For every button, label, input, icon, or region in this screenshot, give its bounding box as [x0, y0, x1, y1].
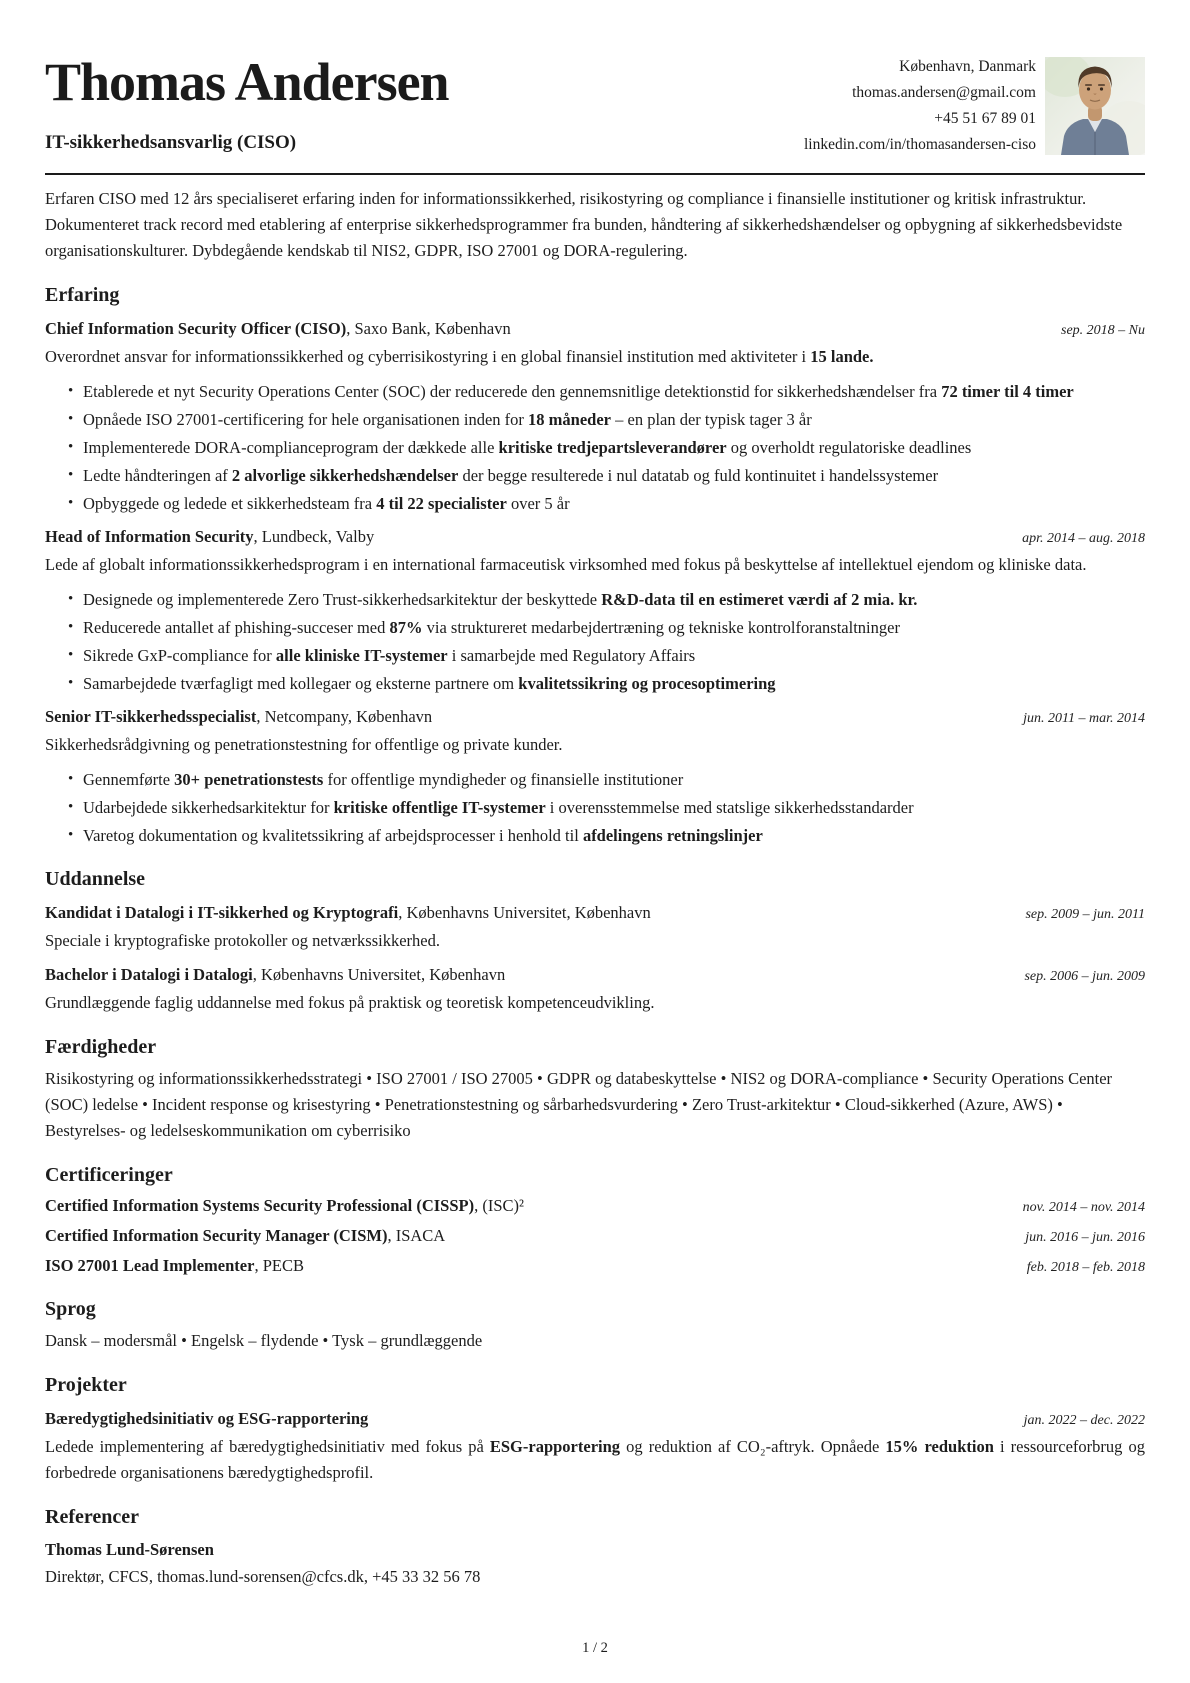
certification-title-line — [45, 1195, 524, 1217]
bullet-item: • Implementerede DORA-complianceprogram der dækkede alle kritiske tredjepartsleverandører og overholdt regulatoriske deadlines — [68, 435, 1145, 460]
project-title: Bæredygtighedsinitiativ og ESG-rapportering — [45, 1409, 369, 1428]
header-contact-block — [804, 52, 1145, 158]
bullet-item: • Samarbejdede tværfagligt med kollegaer og eksterne partnere om kvalitetssikring og procesoptimering — [68, 671, 1145, 696]
education-description: Grundlæggende faglig uddannelse med fokus på praktisk og teoretisk kompetenceudvikling. — [45, 993, 655, 1012]
degree-title: Bachelor i Datalogi i Datalogi — [45, 965, 253, 984]
certification-issuer: , (ISC)² — [474, 1196, 524, 1215]
project-dates: jan. 2022 – dec. 2022 — [1023, 1413, 1145, 1428]
page-number: 1 / 2 — [582, 1640, 608, 1656]
bullet-item: • Reducerede antallet af phishing-succeser med 87% via struktureret medarbejdertræning og tekniske kontrolforanstaltninger — [68, 615, 1145, 640]
certification-dates: nov. 2014 – nov. 2014 — [1022, 1200, 1145, 1215]
job-company: , Lundbeck, Valby — [253, 527, 375, 546]
profile-photo — [1045, 57, 1145, 155]
bullet-item: • Udarbejdede sikkerhedsarkitektur for kritiske offentlige IT-systemer i overensstemmelse med statslige sikkerhedsstandarder — [68, 795, 1145, 820]
education-description: Speciale i kryptografiske protokoller og netværkssikkerhed. — [45, 931, 440, 950]
section-heading-uddannelse: Uddannelse — [45, 868, 146, 890]
person-job-title: IT-sikkerhedsansvarlig (CISO) — [45, 132, 297, 153]
job-entry — [45, 318, 1145, 516]
job-dates: sep. 2018 – Nu — [1061, 323, 1145, 338]
certification-entry — [45, 1255, 1145, 1278]
bullet-item: • Varetog dokumentation og kvalitetssikring af arbejdsprocesser i henhold til afdelingens retningslinjer — [68, 823, 1145, 848]
bullet-item: • Ledte håndteringen af 2 alvorlige sikkerhedshændelser der begge resulterede i nul datatab og fuld kontinuitet i handelssystemer — [68, 463, 1145, 488]
job-title-line — [45, 706, 432, 728]
project-description: Ledede implementering af bæredygtighedsinitiativ med fokus på ESG-rapportering og reduktion af CO₂-aftryk. Opnåede 15% reduktion i ressourceforbrug og forbedrede organisationens bæredygtighedsprofil. — [45, 1437, 1146, 1482]
project-entry — [45, 1408, 1145, 1486]
job-title: Chief Information Security Officer (CISO) — [45, 319, 347, 338]
bullet-item: • Etablerede et nyt Security Operations Center (SOC) der reducerede den gennemsnitlige detektionstid for sikkerhedshændelser fra 72 timer til 4 timer — [68, 379, 1145, 404]
contact-location: København, Danmark — [899, 58, 1036, 75]
certification-entry — [45, 1195, 1145, 1218]
job-description: Overordnet ansvar for informationssikkerhed og cyberrisikostyring i en global finansiel institution med aktiviteter i 15 lande. — [45, 347, 874, 366]
certification-title-line — [45, 1225, 445, 1247]
section-heading-certificeringer: Certificeringer — [45, 1164, 173, 1186]
job-bullets — [45, 767, 1145, 848]
certification-name: Certified Information Systems Security Professional (CISSP) — [45, 1196, 475, 1215]
reference-name: Thomas Lund-Sørensen — [45, 1540, 214, 1559]
certification-title-line — [45, 1255, 304, 1277]
contact-linkedin: linkedin.com/in/thomasandersen-ciso — [803, 136, 1036, 153]
certification-dates: feb. 2018 – feb. 2018 — [1026, 1260, 1145, 1275]
degree-school: , Københavns Universitet, København — [252, 965, 506, 984]
person-name: Thomas Andersen — [45, 52, 449, 112]
contact-email: thomas.andersen@gmail.com — [852, 84, 1036, 101]
section-heading-referencer: Referencer — [45, 1506, 140, 1528]
job-bullets — [45, 379, 1145, 516]
degree-title: Kandidat i Datalogi i IT-sikkerhed og Kryptografi — [45, 903, 399, 922]
certification-dates: jun. 2016 – jun. 2016 — [1025, 1230, 1145, 1245]
certification-name: Certified Information Security Manager (CISM) — [45, 1226, 388, 1245]
certification-issuer: , PECB — [254, 1256, 304, 1275]
header-identity — [45, 52, 449, 154]
header-divider — [45, 173, 1145, 175]
bullet-item: • Opbyggede og ledede et sikkerhedsteam fra 4 til 22 specialister over 5 år — [68, 491, 1145, 516]
certification-issuer: , ISACA — [387, 1226, 446, 1245]
skills-list: Risikostyring og informationssikkerhedsstrategi • ISO 27001 / ISO 27005 • GDPR og databeskyttelse • NIS2 og DORA-compliance • Security Operations Center (SOC) ledelse • Incident response og krisestyring • Penetrationstestning og sårbarhedsvurdering • Zero Trust-arkitektur • Cloud-sikkerhed (Azure, AWS) • Bestyrelses- og ledelseskommunikation om cyberrisiko — [45, 1069, 1113, 1140]
bullet-item: • Designede og implementerede Zero Trust-sikkerhedsarkitektur der beskyttede R&D-data til en estimeret værdi af 2 mia. kr. — [68, 587, 1145, 612]
job-entry — [45, 706, 1145, 848]
job-company: , Netcompany, København — [256, 707, 433, 726]
bullet-item: • Opnåede ISO 27001-certificering for hele organisationen inden for 18 måneder – en plan der typisk tager 3 år — [68, 407, 1145, 432]
section-heading-projekter: Projekter — [45, 1374, 127, 1396]
bullet-item: • Sikrede GxP-compliance for alle kliniske IT-systemer i samarbejde med Regulatory Affairs — [68, 643, 1145, 668]
summary-text: Erfaren CISO med 12 års specialiseret erfaring inden for informationssikkerhed, risikostyring og compliance i finansielle institutioner og kritisk infrastruktur. Dokumenteret track record med etablering af enterprise sikkerhedsprogrammer fra bunden, håndtering af sikkerhedshændelser og opbygning af sikkerhedsbevidste organisationskulturer. Dybdegående kendskab til NIS2, GDPR, ISO 27001 og DORA-regulering. — [45, 189, 1123, 260]
job-title-line — [45, 526, 374, 548]
education-title-line — [45, 902, 651, 924]
reference-details: Direktør, CFCS, thomas.lund-sorensen@cfcs.dk, +45 33 32 56 78 — [45, 1567, 481, 1586]
section-heading-erfaring: Erfaring — [45, 284, 120, 306]
job-title: Senior IT-sikkerhedsspecialist — [45, 707, 257, 726]
education-entry — [45, 964, 1145, 1016]
certification-entry — [45, 1225, 1145, 1248]
languages-list: Dansk – modersmål • Engelsk – flydende • Tysk – grundlæggende — [45, 1331, 483, 1350]
section-heading-sprog: Sprog — [45, 1298, 96, 1320]
job-description: Lede af globalt informationssikkerhedsprogram i en international farmaceutisk virksomhed med fokus på beskyttelse af intellektuel ejendom og kliniske data. — [45, 555, 1087, 574]
education-dates: sep. 2006 – jun. 2009 — [1024, 969, 1145, 984]
job-dates: apr. 2014 – aug. 2018 — [1022, 531, 1145, 546]
resume-header — [45, 52, 1145, 158]
education-entry — [45, 902, 1145, 954]
contact-phone: +45 51 67 89 01 — [934, 110, 1036, 127]
education-dates: sep. 2009 – jun. 2011 — [1025, 907, 1145, 922]
job-company: , Saxo Bank, København — [346, 319, 511, 338]
section-heading-faerdigheder: Færdigheder — [45, 1036, 157, 1058]
job-bullets — [45, 587, 1145, 696]
job-entry — [45, 526, 1145, 696]
job-title-line — [45, 318, 511, 340]
contact-info — [804, 52, 1036, 158]
certification-name: ISO 27001 Lead Implementer — [45, 1256, 255, 1275]
education-title-line — [45, 964, 505, 986]
job-dates: jun. 2011 – mar. 2014 — [1023, 711, 1145, 726]
job-description: Sikkerhedsrådgivning og penetrationstestning for offentlige og private kunder. — [45, 735, 563, 754]
bullet-item: • Gennemførte 30+ penetrationstests for offentlige myndigheder og finansielle institutioner — [68, 767, 1145, 792]
degree-school: , Københavns Universitet, København — [398, 903, 651, 922]
job-title: Head of Information Security — [45, 527, 254, 546]
